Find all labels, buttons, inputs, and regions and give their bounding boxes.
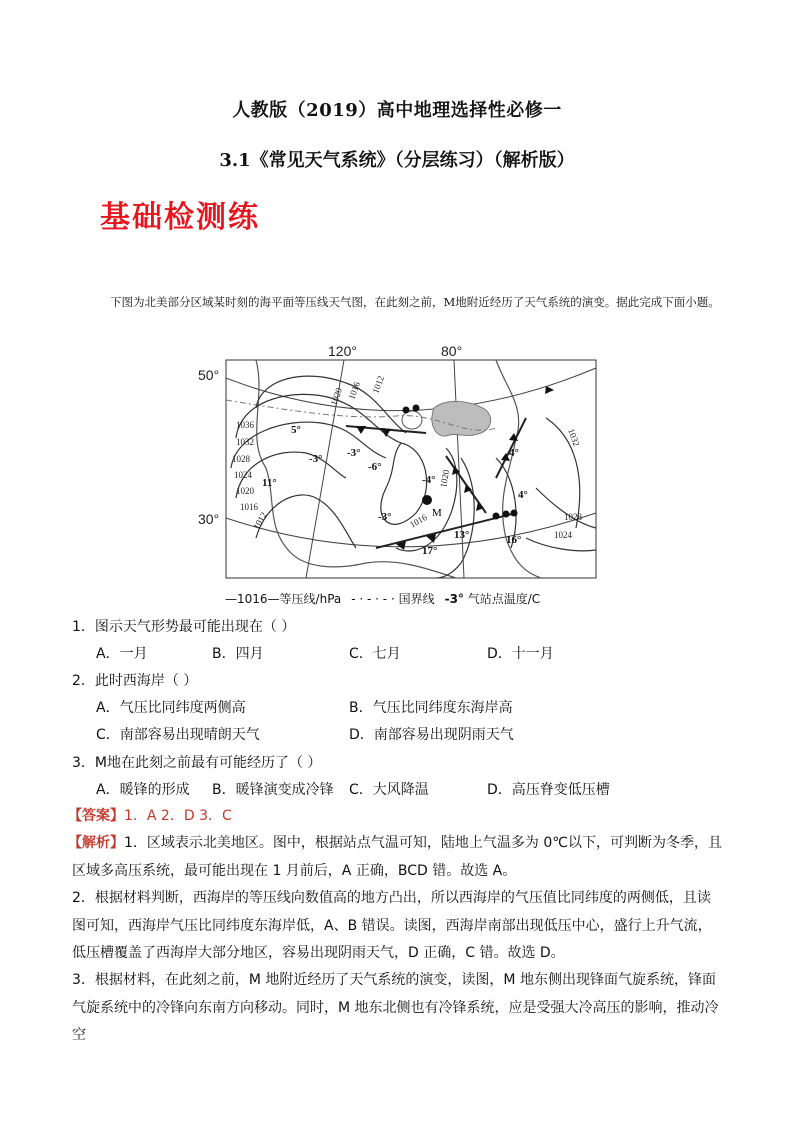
document-subtitle: 3.1《常见天气系统》（分层练习）（解析版） bbox=[219, 150, 575, 171]
q3-option-d: D．高压脊变低压槽 bbox=[487, 782, 610, 798]
isobar-label: 1012 bbox=[370, 374, 387, 395]
explanation-tag: 【解析】 bbox=[68, 835, 124, 851]
section-title: 基础检测练 bbox=[100, 200, 260, 235]
q3-option-c: C．大风降温 bbox=[349, 782, 429, 798]
weather-map-svg bbox=[196, 338, 606, 610]
document-title: 人教版（2019）高中地理选择性必修一 bbox=[232, 100, 562, 121]
answer-line bbox=[68, 805, 232, 825]
legend-isobar: —1016—等压线/hPa bbox=[225, 592, 342, 606]
isobar-label: 1032 bbox=[566, 427, 582, 448]
q2-option-a: A．气压比同纬度两侧高 bbox=[96, 700, 246, 716]
isobar-label: 1028 bbox=[564, 512, 582, 522]
isobar-label: 1016 bbox=[346, 380, 363, 401]
isobar-label: 1036 bbox=[236, 420, 254, 430]
intro-paragraph: 下图为北美部分区域某时刻的海平面等压线天气图，在此刻之前，M地附近经历了天气系统的演变。据此完成下面小题。 bbox=[110, 295, 720, 309]
q1-option-c: C．七月 bbox=[349, 646, 401, 662]
q2-option-c: C．南部容易出现晴朗天气 bbox=[96, 727, 260, 743]
q1-option-a: A．一月 bbox=[96, 646, 148, 662]
temp-label: -4° bbox=[422, 474, 436, 486]
map-legend bbox=[225, 590, 540, 607]
lake-superior bbox=[402, 411, 422, 429]
isobar-label: 1020 bbox=[328, 386, 345, 407]
legend-border: - · - · - · 国界线 bbox=[351, 592, 435, 606]
point-m-label: M bbox=[432, 507, 442, 519]
question-1-stem: 1．图示天气形势最可能出现在（ ） bbox=[72, 619, 296, 635]
isobar-label: 1024 bbox=[554, 530, 572, 540]
explanation-p1 bbox=[68, 830, 722, 885]
temp-label: -3° bbox=[378, 511, 392, 523]
temp-label: -3° bbox=[309, 453, 323, 465]
temp-label: 17° bbox=[422, 545, 438, 557]
isobar-label: 1016 bbox=[240, 502, 258, 512]
answer-tag: 【答案】 bbox=[68, 808, 124, 824]
isobar-label: 1028 bbox=[232, 454, 250, 464]
q3-option-a: A．暖锋的形成 bbox=[96, 782, 190, 798]
isobar-label: 1032 bbox=[236, 437, 254, 447]
temp-label: 16° bbox=[506, 534, 522, 546]
isobar-label: 1016 bbox=[408, 512, 429, 530]
isobar-label: 1012 bbox=[251, 510, 269, 531]
temp-label: 4° bbox=[518, 489, 528, 501]
q1-option-b: B．四月 bbox=[212, 646, 264, 662]
q1-option-d: D．十一月 bbox=[487, 646, 554, 662]
legend-temp: -3° 气站点温度/C bbox=[444, 592, 541, 606]
temp-label: 13° bbox=[454, 529, 470, 541]
question-2-stem: 2．此时西海岸（ ） bbox=[72, 673, 198, 689]
lat-label-50: 50° bbox=[198, 367, 220, 383]
explanation-p3: 3．根据材料，在此刻之前，M 地附近经历了天气系统的演变，读图，M 地东侧出现锋面气旋系统，锋面气旋系统中的冷锋向东南方向移动。同时，M 地东北侧也有冷锋系统，应是受强大冷高压的影响，推动冷空 bbox=[72, 972, 719, 1043]
temp-label: 11° bbox=[262, 477, 277, 489]
weather-map bbox=[196, 338, 606, 610]
q2-option-b: B．气压比同纬度东海岸高 bbox=[349, 700, 513, 716]
answer-text: 1．A 2．D 3．C bbox=[124, 808, 232, 824]
q3-option-b: B．暖锋演变成冷锋 bbox=[212, 782, 334, 798]
temp-label: 5° bbox=[291, 424, 301, 436]
lon-label-120: 120° bbox=[328, 343, 357, 359]
temp-label: 4° bbox=[509, 447, 519, 459]
isobar-label: 1024 bbox=[234, 470, 252, 480]
explanation-p2: 2．根据材料判断，西海岸的等压线向数值高的地方凸出，所以西海岸的气压值比同纬度的两侧低，且读图可知，西海岸气压比同纬度东海岸低，A、B 错误。读图，西海岸南部出现低压中心，盛行上升气流，低压槽覆盖了西海岸大部分地区，容易出现阴雨天气，D 正确，C 错。故选 D。 bbox=[72, 890, 712, 961]
isobar-label: 1020 bbox=[438, 468, 452, 489]
lon-label-80: 80° bbox=[441, 343, 463, 359]
question-3-stem: 3．M地在此刻之前最有可能经历了（ ） bbox=[72, 755, 322, 771]
isobar-label: 1020 bbox=[236, 486, 254, 496]
point-m-marker bbox=[422, 495, 432, 505]
lat-label-30: 30° bbox=[198, 511, 220, 527]
q2-option-d: D．南部容易出现阴雨天气 bbox=[349, 727, 514, 743]
temp-label: -3° bbox=[347, 447, 361, 459]
explanation-p1-text: 1．区域表示北美地区。图中，根据站点气温可知，陆地上气温多为 0℃以下，可判断为冬季，且区域多高压系统，最可能出现在 1 月前后，A 正确，BCD 错。故选 A。 bbox=[72, 835, 722, 879]
temp-label: -6° bbox=[368, 461, 382, 473]
